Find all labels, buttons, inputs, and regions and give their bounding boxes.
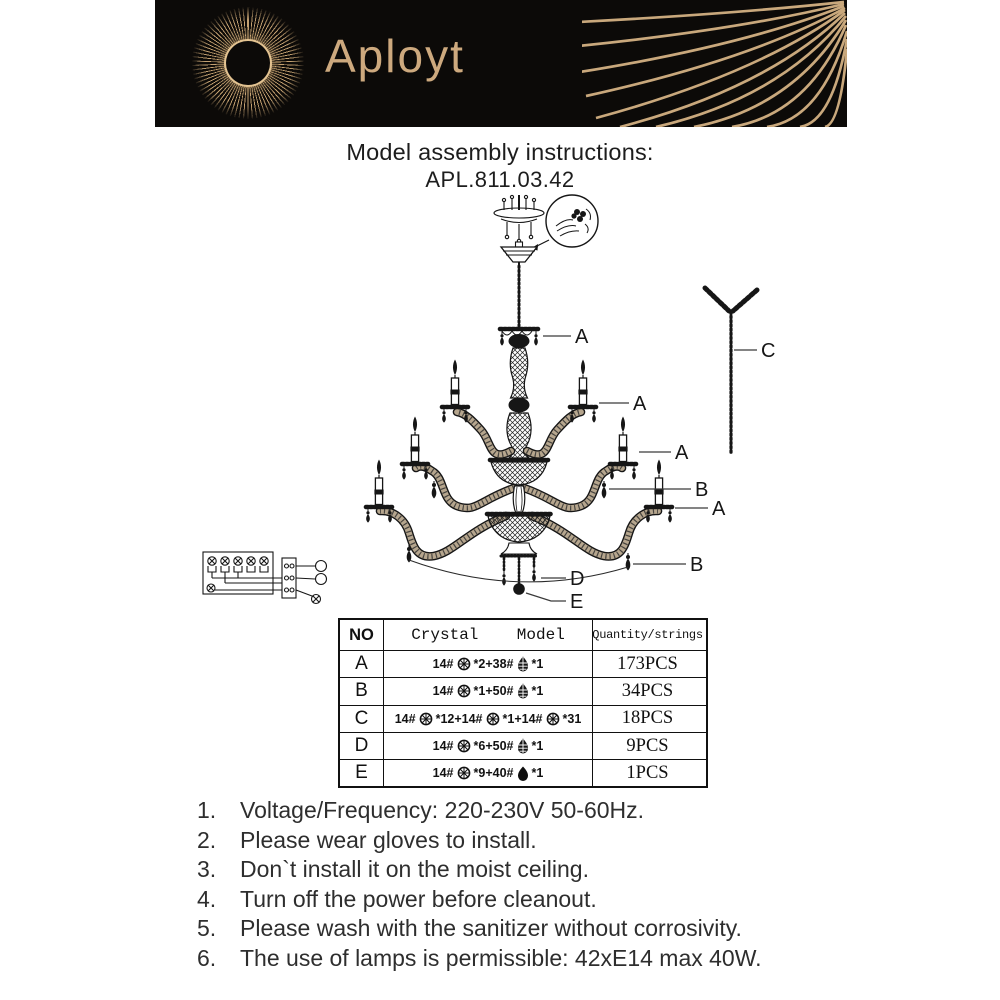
note-item: [197, 885, 877, 915]
faceted-bead-wrap: [457, 739, 471, 753]
bottom-bead-strings: [502, 558, 536, 595]
spec-text: *1: [531, 684, 544, 699]
solid-drop-wrap: [517, 766, 529, 781]
note-text: Voltage/Frequency: 220-230V 50-60Hz.: [240, 797, 645, 823]
note-text: Turn off the power before cleanout.: [240, 885, 597, 912]
quantity-value: 34PCS: [621, 680, 674, 701]
crystal-parts-table: [338, 618, 708, 788]
briolette-crystal-icon: [517, 738, 529, 754]
spec-text: *1+50#: [473, 684, 514, 699]
spec-text: *9+40#: [473, 766, 514, 781]
note-number: 5.: [197, 915, 217, 942]
bottom-ball-finial: [513, 583, 525, 595]
brand-banner: [155, 0, 847, 127]
spec-text: *2+38#: [473, 657, 514, 672]
faceted-bead-wrap: [419, 712, 433, 726]
header-quantity: Quantity/strings: [592, 628, 703, 642]
table-row: [340, 651, 706, 678]
row-letter: D: [340, 733, 384, 759]
sunburst-logo-icon: [192, 7, 304, 119]
header-crystal-model: Crystal Model: [384, 620, 593, 650]
callout-a: A: [575, 326, 589, 348]
briolette-wrap: [517, 738, 529, 754]
note-text: Please wear gloves to install.: [240, 826, 537, 853]
model-number: APL.811.03.42: [425, 167, 575, 192]
callout-lines: [526, 336, 757, 601]
spec-text: *1: [531, 766, 544, 781]
row-letter: A: [340, 651, 384, 677]
spec-text: *1: [531, 657, 544, 672]
faceted-bead-icon: [419, 712, 433, 726]
row-letter: C: [340, 706, 384, 732]
spec-text: 14#: [432, 739, 454, 754]
spec-text: *6+50#: [473, 739, 514, 754]
note-number: 3.: [197, 856, 217, 883]
note-item: [197, 855, 877, 885]
page-title: Model assembly instructions:: [346, 139, 654, 165]
note-item: [197, 826, 877, 856]
header-no: NO: [340, 620, 384, 650]
spec-text: 14#: [432, 657, 454, 672]
note-text: The use of lamps is permissible: 42xE14 max 40W.: [240, 944, 762, 971]
faceted-bead-wrap: [486, 712, 500, 726]
briolette-wrap: [517, 656, 529, 672]
brand-name: Aployt: [325, 30, 465, 82]
spec-text: 14#: [394, 711, 416, 726]
faceted-bead-wrap: [457, 766, 471, 780]
note-item: [197, 796, 877, 826]
row-letter: E: [340, 760, 384, 786]
bead-string-y-icon: [705, 288, 757, 454]
briolette-wrap: [517, 683, 529, 699]
note-text: Please wash with the sanitizer without corrosivity.: [240, 915, 742, 942]
wiring-diagram: [203, 552, 327, 604]
faceted-bead-icon: [457, 739, 471, 753]
spec-text: 14#: [432, 766, 454, 781]
table-row: [340, 733, 706, 760]
note-item: [197, 914, 877, 944]
faceted-bead-icon: [457, 657, 471, 671]
wire-connection-magnifier-icon: [531, 195, 598, 251]
crystal-model-spec: [384, 733, 593, 759]
parts-table-body: [340, 651, 706, 786]
ray-burst-decoration-icon: [582, 0, 847, 127]
spec-text: *31: [562, 711, 582, 726]
crystal-model-spec: [384, 706, 593, 732]
callout-e: E: [570, 591, 584, 613]
faceted-bead-wrap: [546, 712, 560, 726]
quantity-value: 1PCS: [626, 762, 669, 783]
faceted-bead-wrap: [457, 657, 471, 671]
faceted-bead-wrap: [457, 684, 471, 698]
callout-d: D: [570, 568, 585, 590]
callout-b: B: [690, 554, 704, 576]
note-number: 6.: [197, 944, 217, 971]
quantity-value: 18PCS: [621, 708, 674, 729]
note-number: 1.: [197, 797, 217, 823]
spec-text: 14#: [432, 684, 454, 699]
row-letter: B: [340, 678, 384, 704]
table-row: [340, 706, 706, 733]
ceiling-mount-icon: [494, 195, 544, 243]
note-item: [197, 944, 877, 974]
canopy-and-chain: [501, 242, 537, 326]
solid-drop-crystal-icon: [517, 766, 529, 781]
chandelier-assembly-diagram: [180, 188, 790, 613]
central-column: [500, 329, 538, 458]
instruction-notes: [197, 796, 877, 974]
crystal-model-spec: [384, 760, 593, 786]
note-number: 4.: [197, 885, 217, 912]
table-header-row: [340, 620, 706, 651]
note-number: 2.: [197, 826, 217, 853]
spec-text: *1+14#: [502, 711, 543, 726]
spec-text: *12+14#: [435, 711, 483, 726]
crystal-model-spec: [384, 678, 593, 704]
briolette-crystal-icon: [517, 683, 529, 699]
callout-a: A: [633, 393, 647, 415]
table-row: [340, 678, 706, 705]
crystal-bowls: [487, 460, 551, 556]
note-text: Don`t install it on the moist ceiling.: [240, 856, 589, 883]
crystal-model-spec: [384, 651, 593, 677]
callout-b: B: [695, 479, 709, 501]
quantity-value: 9PCS: [626, 735, 669, 756]
table-row: [340, 760, 706, 786]
callout-c: C: [761, 340, 776, 362]
faceted-bead-icon: [486, 712, 500, 726]
callout-a: A: [675, 442, 689, 464]
lamp-symbols: [208, 557, 268, 572]
faceted-bead-icon: [457, 684, 471, 698]
quantity-value: 173PCS: [617, 653, 678, 674]
faceted-bead-icon: [457, 766, 471, 780]
callout-a: A: [712, 498, 726, 520]
spec-text: *1: [531, 739, 544, 754]
briolette-crystal-icon: [517, 656, 529, 672]
faceted-bead-icon: [546, 712, 560, 726]
